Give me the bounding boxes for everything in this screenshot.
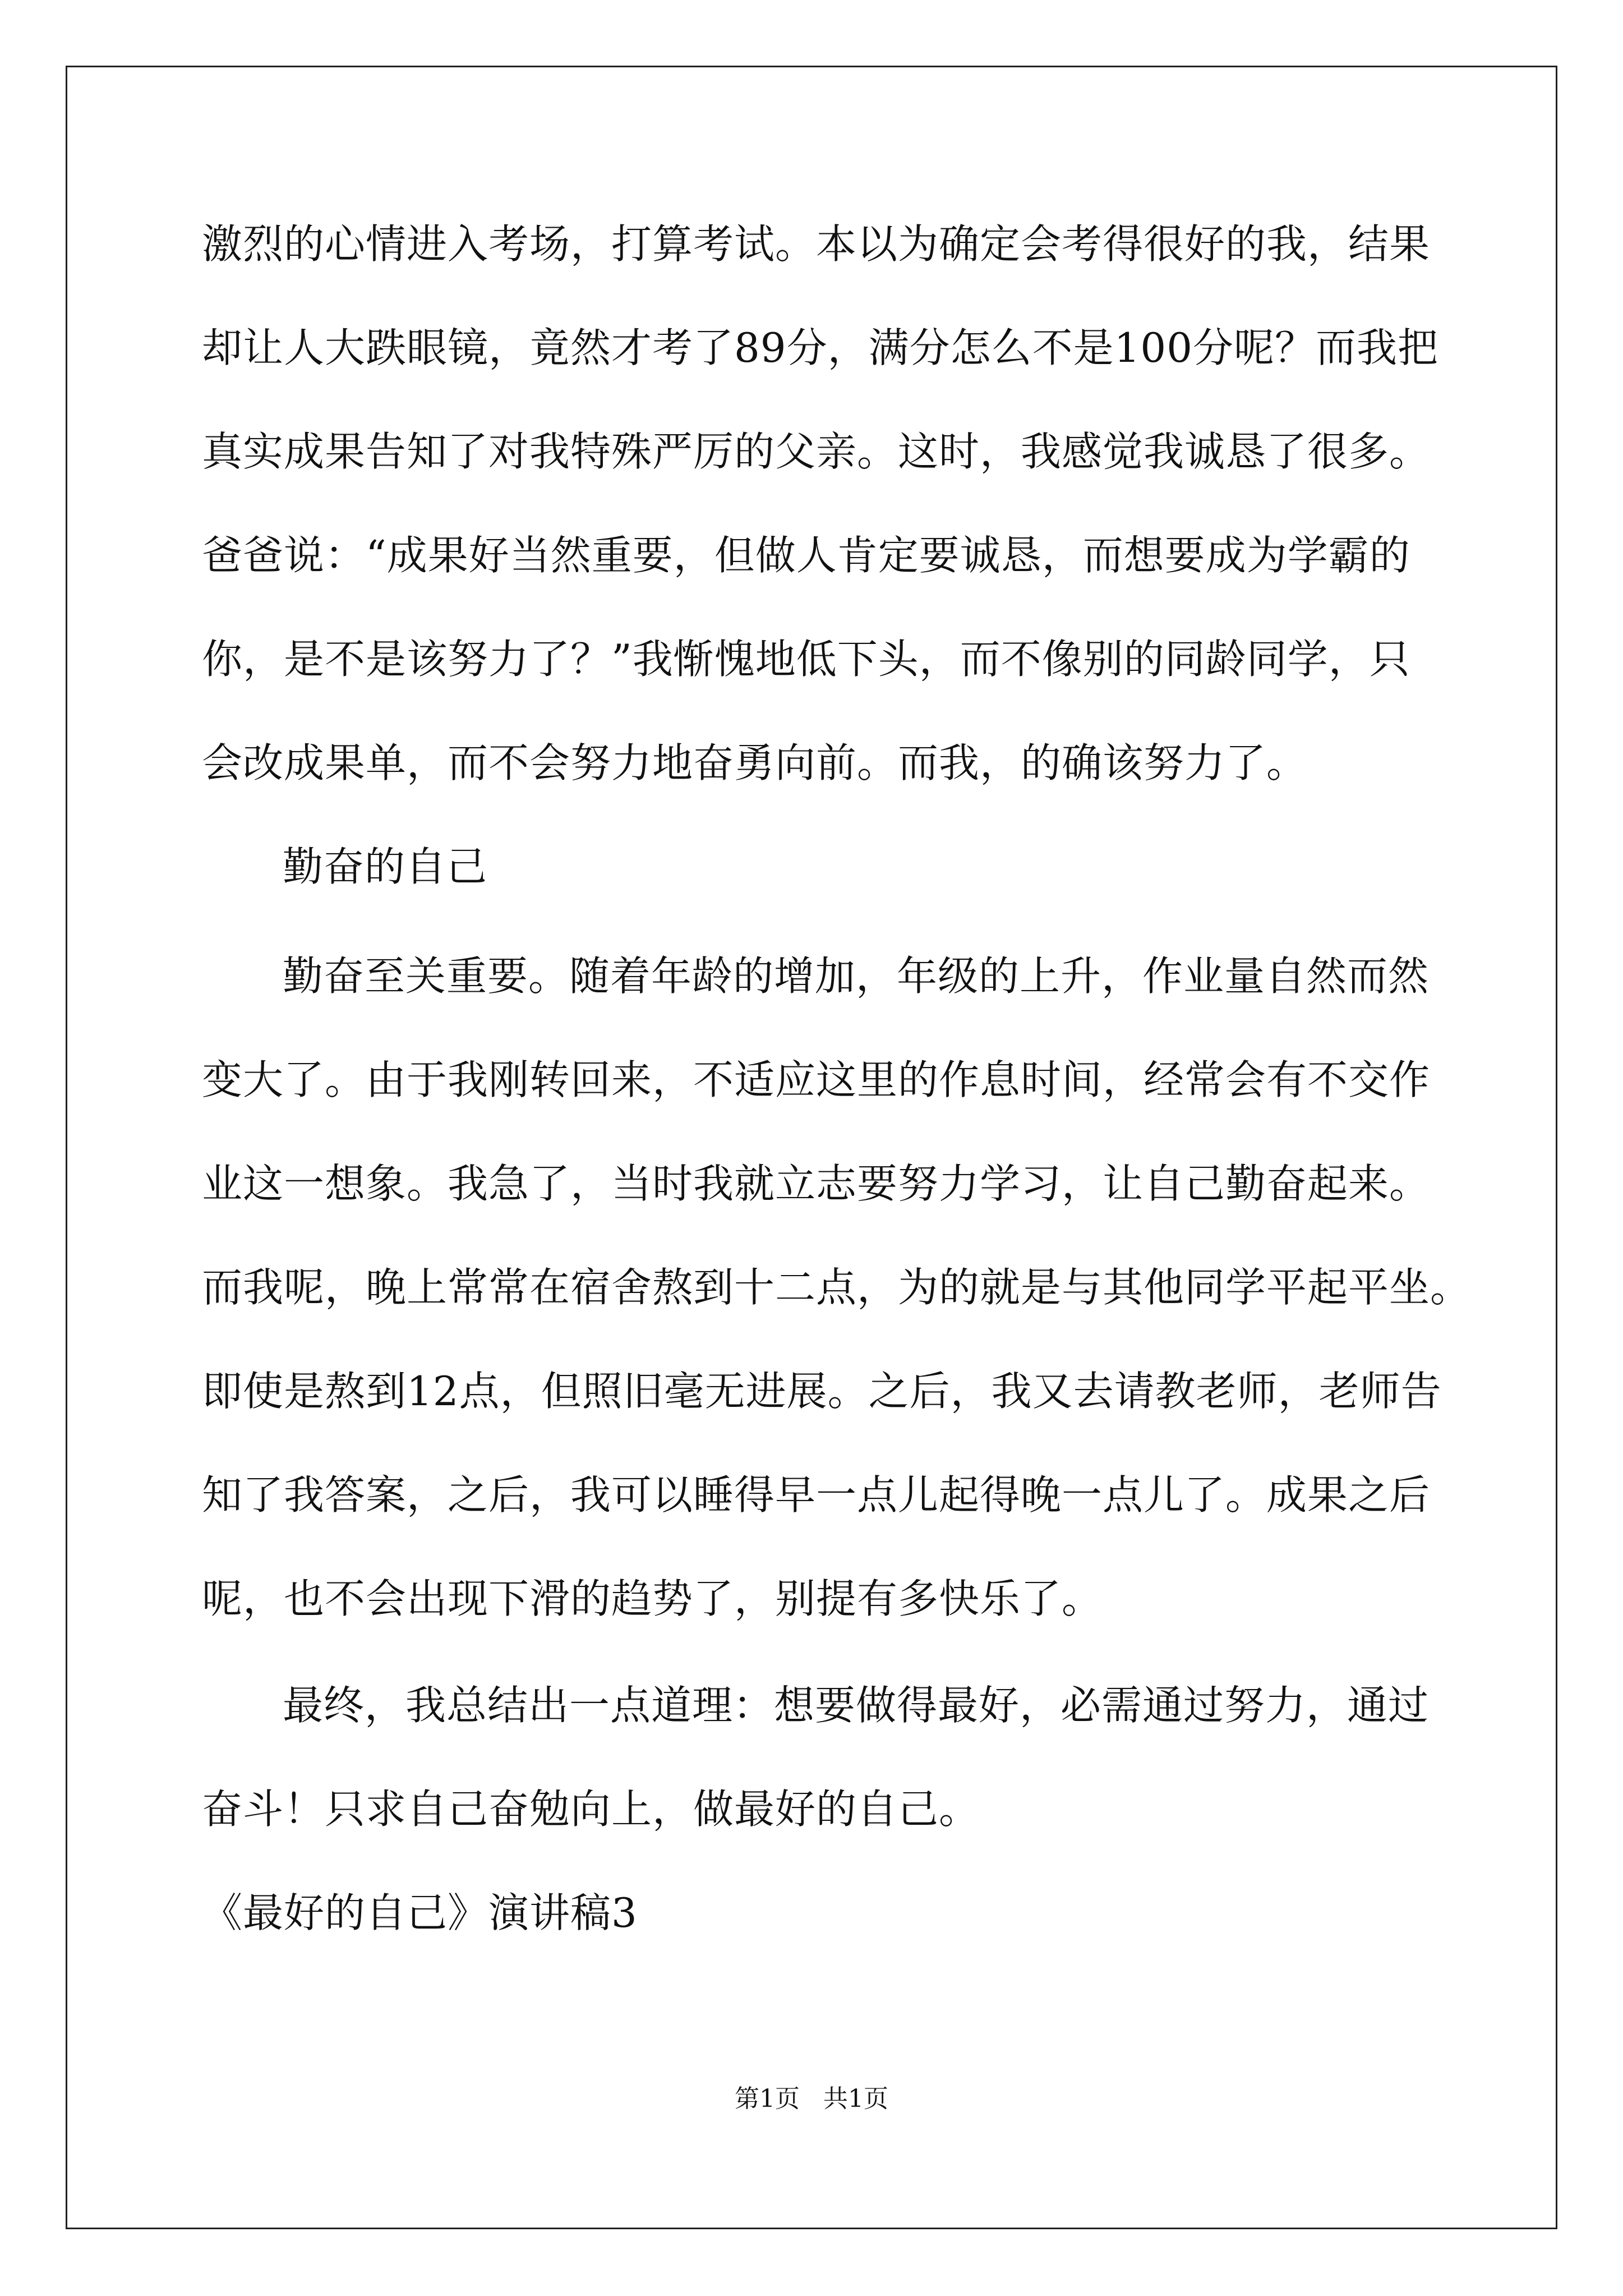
text-line-3: 真实成果告知了对我特殊严厉的父亲。这时，我感觉我诚恳了很多。 <box>202 428 1431 475</box>
section-heading: 勤奋的自己 <box>283 843 488 890</box>
text-line-5: 你，是不是该努力了？”我惭愧地低下头，而不像别的同龄同学，只 <box>202 636 1410 683</box>
text-line-12: 即使是熬到12点，但照旧毫无进展。之后，我又去请教老师，老师告 <box>202 1368 1442 1415</box>
text-line-15: 最终，我总结出一点道理：想要做得最好，必需通过努力，通过 <box>283 1682 1430 1729</box>
text-line-16: 奋斗！只求自己奋勉向上，做最好的自己。 <box>202 1786 980 1833</box>
text-line-11: 而我呢，晚上常常在宿舍熬到十二点，为的就是与其他同学平起平坐。 <box>202 1264 1472 1311</box>
text-line-1: 激烈的心情进入考场，打算考试。本以为确定会考得很好的我，结果 <box>202 220 1431 268</box>
text-line-13: 知了我答案，之后，我可以睡得早一点儿起得晚一点儿了。成果之后 <box>202 1471 1431 1519</box>
text-line-10: 业这一想象。我急了，当时我就立志要努力学习，让自己勤奋起来。 <box>202 1160 1431 1207</box>
text-line-4: 爸爸说：“成果好当然重要，但做人肯定要诚恳，而想要成为学霸的 <box>202 532 1410 579</box>
text-line-14: 呢，也不会出现下滑的趋势了，别提有多快乐了。 <box>202 1575 1103 1622</box>
text-line-9: 变大了。由于我刚转回来，不适应这里的作息时间，经常会有不交作 <box>202 1056 1431 1103</box>
text-line-8: 勤奋至关重要。随着年龄的增加，年级的上升，作业量自然而然 <box>283 953 1430 1000</box>
text-line-2: 却让人大跌眼镜，竟然才考了89分，满分怎么不是100分呢？而我把 <box>202 324 1439 371</box>
page-footer: 第1页 共1页 <box>735 2085 888 2113</box>
next-title: 《最好的自己》演讲稿3 <box>202 1889 638 1936</box>
text-line-6: 会改成果单，而不会努力地奋勇向前。而我，的确该努力了。 <box>202 739 1308 786</box>
